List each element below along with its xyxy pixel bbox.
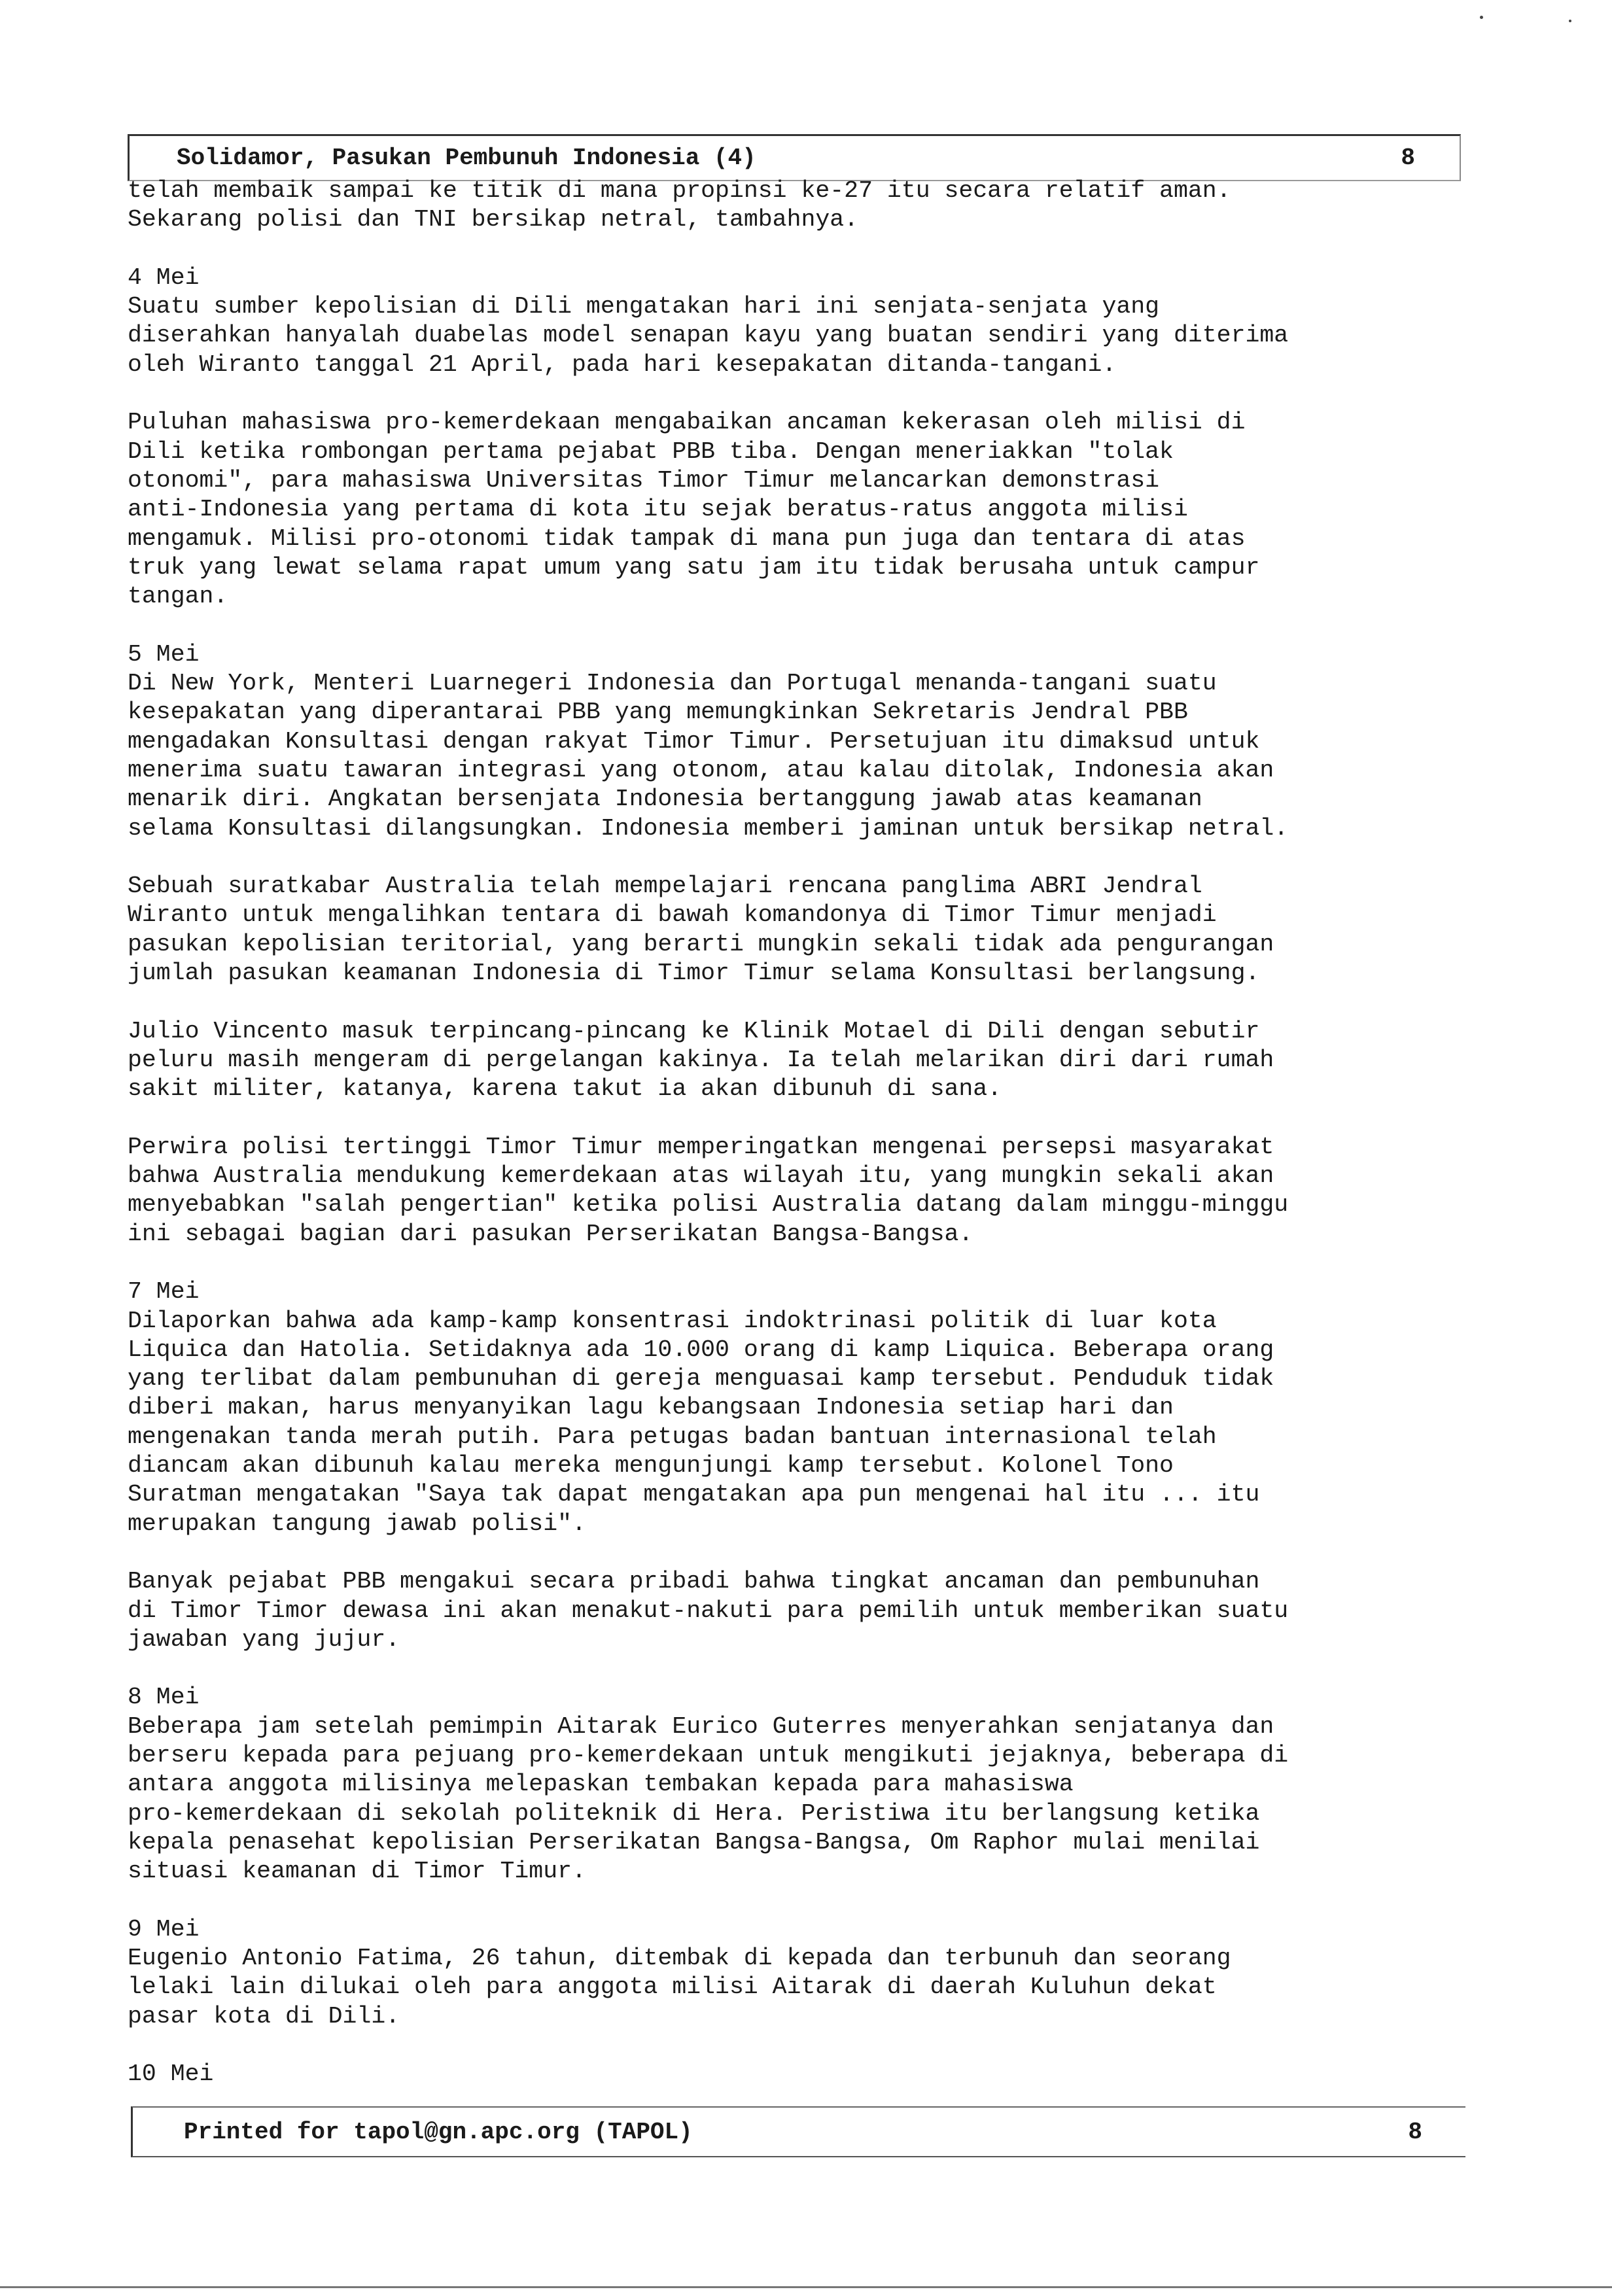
text-line: Banyak pejabat PBB mengakui secara pribadi bahwa tingkat ancaman dan pembunuhan xyxy=(128,1568,1260,1595)
text-line: Sebuah suratkabar Australia telah mempelajari rencana panglima ABRI Jendral xyxy=(128,873,1202,900)
body-text xyxy=(128,177,1475,2089)
text-line: di Timor Timor dewasa ini akan menakut-nakuti para pemilih untuk memberikan suatu xyxy=(128,1597,1289,1624)
scan-speck xyxy=(1569,20,1571,22)
text-line: jawaban yang jujur. xyxy=(128,1626,400,1653)
scan-edge-line xyxy=(0,2286,1612,2288)
paragraph xyxy=(128,872,1475,988)
text-line: mengenakan tanda merah putih. Para petugas badan bantuan internasional telah xyxy=(128,1423,1217,1450)
paragraph xyxy=(128,1278,1475,1539)
text-line: telah membaik sampai ke titik di mana propinsi ke-27 itu secara relatif aman. xyxy=(128,177,1231,204)
paragraph xyxy=(128,640,1475,843)
text-line: menarik diri. Angkatan bersenjata Indonesia bertanggung jawab atas keamanan xyxy=(128,786,1202,813)
text-line: 9 Mei xyxy=(128,1915,200,1943)
text-line: situasi keamanan di Timor Timur. xyxy=(128,1858,586,1885)
text-line: truk yang lewat selama rapat umum yang satu jam itu tidak berusaha untuk campur xyxy=(128,553,1260,581)
text-line: otonomi", para mahasiswa Universitas Timor Timur melancarkan demonstrasi xyxy=(128,466,1160,494)
text-line: berseru kepada para pejuang pro-kemerdekaan untuk mengikuti jejaknya, beberapa di xyxy=(128,1742,1289,1769)
text-line: 8 Mei xyxy=(128,1684,200,1711)
text-line: 10 Mei xyxy=(128,2061,214,2088)
text-line: kepala penasehat kepolisian Perserikatan Bangsa-Bangsa, Om Raphor mulai menilai xyxy=(128,1828,1260,1856)
text-line: Perwira polisi tertinggi Timor Timur memperingatkan mengenai persepsi masyarakat xyxy=(128,1133,1274,1160)
text-line: bahwa Australia mendukung kemerdekaan atas wilayah itu, yang mungkin sekali akan xyxy=(128,1162,1274,1190)
text-line: yang terlibat dalam pembunuhan di gereja menguasai kamp tersebut. Penduduk tidak xyxy=(128,1365,1274,1393)
text-line: pro-kemerdekaan di sekolah politeknik di Hera. Peristiwa itu berlangsung ketika xyxy=(128,1800,1260,1827)
page-footer xyxy=(131,2106,1465,2157)
text-line: ini sebagai bagian dari pasukan Perserikatan Bangsa-Bangsa. xyxy=(128,1220,973,1247)
text-line: pasukan kepolisian teritorial, yang berarti mungkin sekali tidak ada pengurangan xyxy=(128,930,1274,958)
paragraph xyxy=(128,2060,1475,2089)
paragraph xyxy=(128,1683,1475,1886)
text-line: anti-Indonesia yang pertama di kota itu sejak beratus-ratus anggota milisi xyxy=(128,496,1188,523)
text-line: 4 Mei xyxy=(128,264,200,291)
text-line: Puluhan mahasiswa pro-kemerdekaan mengabaikan ancaman kekerasan oleh milisi di xyxy=(128,409,1246,436)
text-line: Suratman mengatakan "Saya tak dapat mengatakan apa pun mengenai hal itu ... itu xyxy=(128,1481,1260,1508)
text-line: Dili ketika rombongan pertama pejabat PBB tiba. Dengan meneriakkan "tolak xyxy=(128,438,1174,465)
text-line: Liquica dan Hatolia. Setidaknya ada 10.000 orang di kamp Liquica. Beberapa orang xyxy=(128,1336,1274,1363)
paragraph xyxy=(128,408,1475,611)
text-line: Julio Vincento masuk terpincang-pincang ke Klinik Motael di Dili dengan sebutir xyxy=(128,1017,1260,1045)
text-line: oleh Wiranto tanggal 21 April, pada hari kesepakatan ditanda-tangani. xyxy=(128,351,1117,378)
paragraph xyxy=(128,1133,1475,1249)
footer-page-number: 8 xyxy=(1408,2119,1422,2146)
text-line: menerima suatu tawaran integrasi yang otonom, atau kalau ditolak, Indonesia akan xyxy=(128,756,1274,784)
page-header xyxy=(128,134,1461,181)
text-line: kesepakatan yang diperantarai PBB yang memungkinkan Sekretaris Jendral PBB xyxy=(128,699,1188,726)
header-page-number: 8 xyxy=(1401,145,1415,171)
text-line: sakit militer, katanya, karena takut ia akan dibunuh di sana. xyxy=(128,1075,1002,1103)
text-line: diserahkan hanyalah duabelas model senapan kayu yang buatan sendiri yang diterima xyxy=(128,322,1289,349)
text-line: Di New York, Menteri Luarnegeri Indonesia dan Portugal menanda-tangani suatu xyxy=(128,670,1217,697)
text-line: menyebabkan "salah pengertian" ketika polisi Australia datang dalam minggu-minggu xyxy=(128,1191,1289,1219)
text-line: Wiranto untuk mengalihkan tentara di bawah komandonya di Timor Timur menjadi xyxy=(128,901,1217,929)
text-line: peluru masih mengeram di pergelangan kakinya. Ia telah melarikan diri dari rumah xyxy=(128,1046,1274,1073)
text-line: Beberapa jam setelah pemimpin Aitarak Eurico Guterres menyerahkan senjatanya dan xyxy=(128,1713,1274,1740)
paragraph xyxy=(128,264,1475,379)
text-line: tangan. xyxy=(128,583,228,610)
text-line: lelaki lain dilukai oleh para anggota milisi Aitarak di daerah Kuluhun dekat xyxy=(128,1974,1217,2001)
paragraph xyxy=(128,1915,1475,2031)
text-line: Suatu sumber kepolisian di Dili mengatakan hari ini senjata-senjata yang xyxy=(128,293,1160,321)
text-line: Eugenio Antonio Fatima, 26 tahun, ditembak di kepada dan terbunuh dan seorang xyxy=(128,1945,1231,1972)
paragraph xyxy=(128,177,1475,235)
text-line: Sekarang polisi dan TNI bersikap netral, tambahnya. xyxy=(128,206,859,234)
paragraph xyxy=(128,1017,1475,1104)
text-line: pasar kota di Dili. xyxy=(128,2002,400,2030)
text-line: merupakan tangung jawab polisi". xyxy=(128,1510,586,1537)
text-line: Dilaporkan bahwa ada kamp-kamp konsentrasi indoktrinasi politik di luar kota xyxy=(128,1307,1217,1334)
text-line: mengamuk. Milisi pro-otonomi tidak tampak di mana pun juga dan tentara di atas xyxy=(128,525,1246,552)
text-line: selama Konsultasi dilangsungkan. Indonesia memberi jaminan untuk bersikap netral. xyxy=(128,814,1289,842)
document-title: Solidamor, Pasukan Pembunuh Indonesia (4) xyxy=(177,145,756,171)
text-line: diberi makan, harus menyanyikan lagu kebangsaan Indonesia setiap hari dan xyxy=(128,1394,1174,1421)
text-line: diancam akan dibunuh kalau mereka mengunjungi kamp tersebut. Kolonel Tono xyxy=(128,1452,1174,1480)
footer-printed-for: Printed for tapol@gn.apc.org (TAPOL) xyxy=(184,2119,693,2146)
text-line: mengadakan Konsultasi dengan rakyat Timor Timur. Persetujuan itu dimaksud untuk xyxy=(128,727,1260,755)
text-line: antara anggota milisinya melepaskan tembakan kepada para mahasiswa xyxy=(128,1771,1074,1798)
paragraph xyxy=(128,1567,1475,1654)
scan-speck xyxy=(1480,16,1483,19)
text-line: 7 Mei xyxy=(128,1278,200,1306)
text-line: jumlah pasukan keamanan Indonesia di Timor Timur selama Konsultasi berlangsung. xyxy=(128,960,1260,987)
text-line: 5 Mei xyxy=(128,640,200,668)
